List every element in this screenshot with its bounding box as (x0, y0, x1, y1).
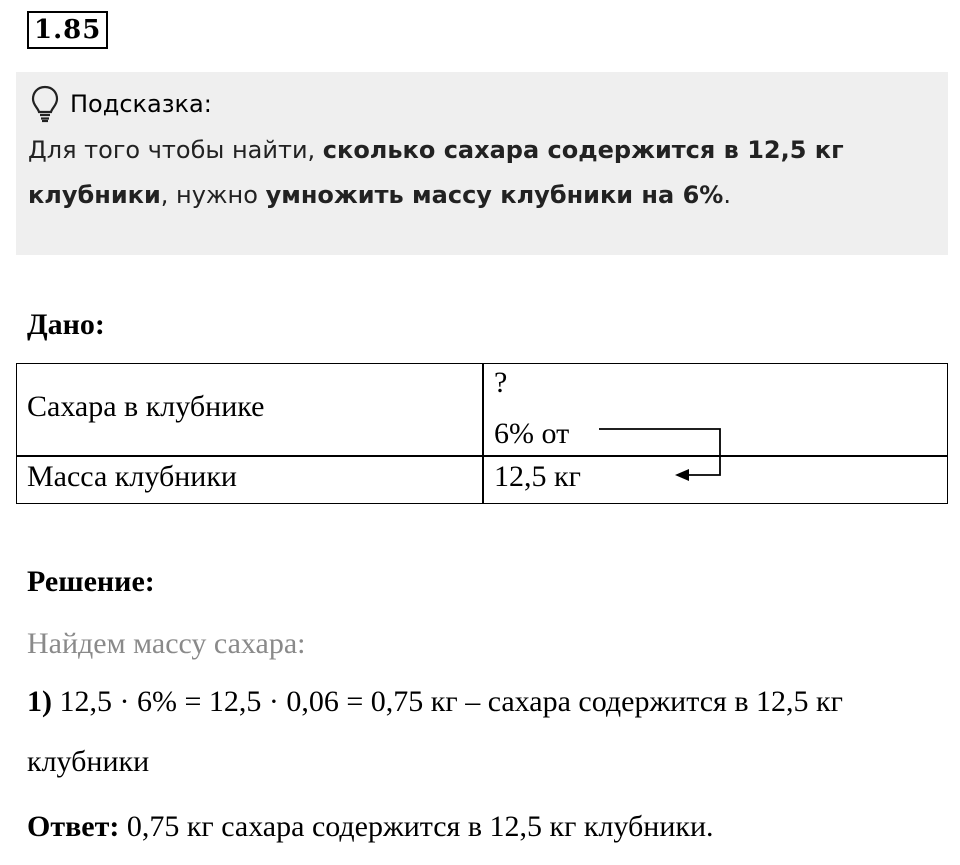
hint-title-row (30, 84, 212, 124)
table-cell-mass-label: Масса клубники (27, 460, 237, 493)
hint-bold-part: сколько сахара содержится в 12,5 кг клубники (28, 136, 844, 209)
lightbulb-icon (30, 84, 60, 124)
reference-arrow (17, 364, 949, 505)
table-cell-sugar-percent: 6% от (494, 417, 570, 450)
table-cell-sugar-unknown: ? (494, 366, 508, 399)
solution-step (27, 672, 942, 792)
given-table (16, 363, 948, 504)
hint-title: Подсказка: (70, 90, 212, 118)
problem-number: 1.85 (27, 11, 108, 49)
step-text: 12,5 · 6% = 12,5 · 0,06 = 0,75 кг – сахара содержится в 12,5 кг клубники (27, 685, 843, 778)
step-number: 1) (27, 685, 52, 718)
table-cell-sugar-label: Сахара в клубнике (27, 390, 265, 423)
given-label: Дано: (27, 308, 105, 341)
hint-bold-part: умножить массу клубники на 6% (265, 181, 724, 209)
solution-label: Решение: (27, 565, 155, 598)
hint-text-part: . (723, 181, 731, 209)
answer (27, 810, 714, 844)
hint-text (28, 128, 933, 218)
hint-box (16, 72, 948, 255)
table-cell-mass-value: 12,5 кг (494, 460, 581, 493)
hint-text-part: , нужно (160, 181, 266, 209)
answer-text: 0,75 кг сахара содержится в 12,5 кг клубники. (126, 810, 714, 843)
solution-intro: Найдем массу сахара: (27, 627, 306, 660)
answer-label: Ответ: (27, 810, 120, 843)
hint-text-part: Для того чтобы найти, (28, 136, 323, 164)
